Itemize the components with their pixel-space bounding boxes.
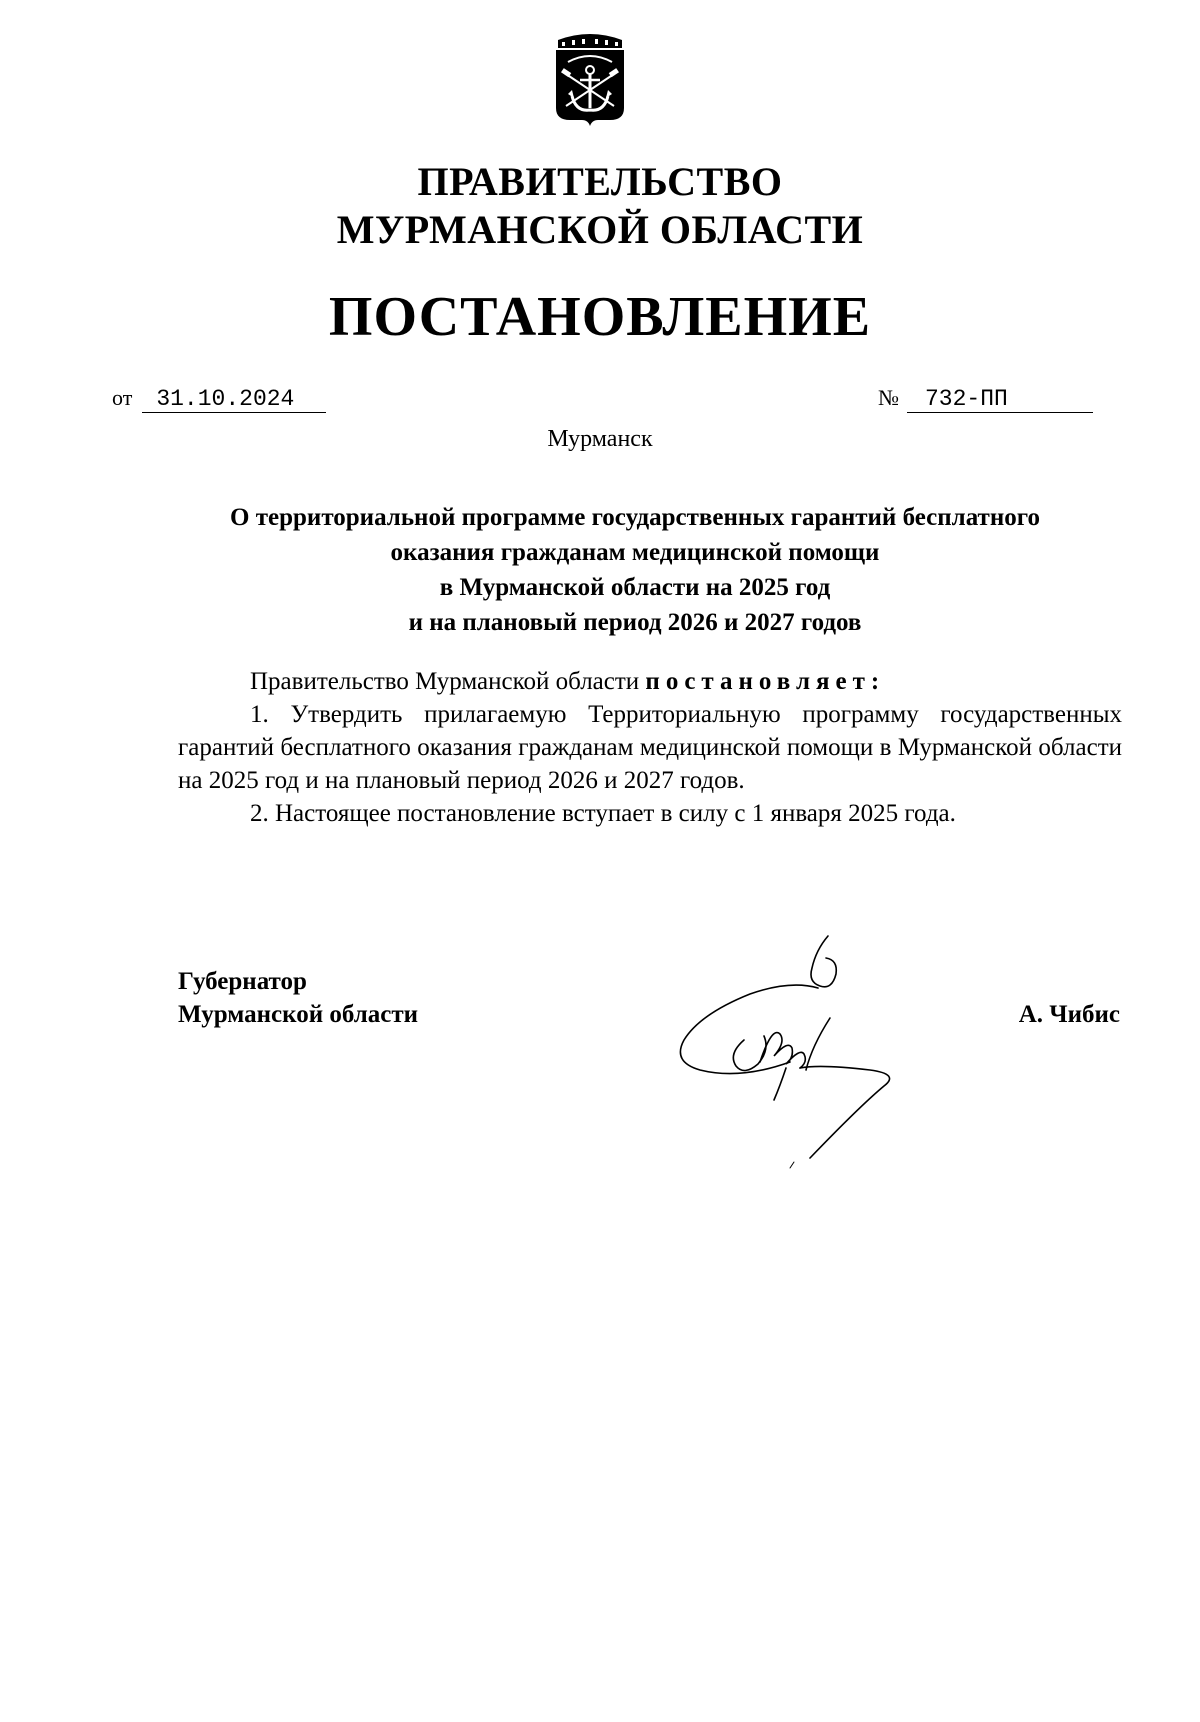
date-value: 31.10.2024: [142, 386, 326, 413]
government-title-line1: ПРАВИТЕЛЬСТВО: [417, 159, 783, 204]
intro-text: Правительство Мурманской области: [250, 668, 640, 695]
number-prefix: №: [878, 385, 899, 410]
date-prefix: от: [112, 385, 133, 410]
intro-paragraph: [178, 665, 1122, 698]
government-title-line2: МУРМАНСКОЙ ОБЛАСТИ: [336, 207, 864, 252]
decree-word: постановляет:: [645, 668, 886, 695]
item-2-paragraph: 2. Настоящее постановление вступает в силу с 1 января 2025 года.: [250, 800, 956, 827]
number-value: 732-ПП: [907, 386, 1093, 413]
government-title: [0, 158, 1200, 254]
document-body: [178, 665, 1122, 830]
signer-position-line1: Губернатор: [178, 968, 307, 995]
signer-name: А. Чибис: [1018, 1001, 1120, 1028]
document-date: [112, 383, 326, 413]
item-1-paragraph: 1. Утвердить прилагаемую Территориальную программу государственных гарантий бесплатного оказания гражданам медицинской помощи в Мурманской области на 2025 год и на плановый период 2026 и 2027 годов.: [178, 701, 1122, 794]
handwritten-signature-icon: [640, 930, 940, 1180]
coat-of-arms-icon: [552, 28, 628, 128]
signer-position: [178, 965, 418, 1031]
document-subject: [150, 500, 1120, 640]
subject-line: О территориальной программе государственных гарантий бесплатного: [230, 504, 1040, 531]
document-number: [878, 383, 1093, 413]
subject-line: и на плановый период 2026 и 2027 годов: [408, 609, 862, 636]
city-name: Мурманск: [547, 426, 653, 452]
subject-line: в Мурманской области на 2025 год: [439, 574, 831, 601]
signer-position-line2: Мурманской области: [178, 1001, 419, 1028]
document-type-heading: ПОСТАНОВЛЕНИЕ: [328, 286, 872, 348]
subject-line: оказания гражданам медицинской помощи: [390, 539, 880, 566]
